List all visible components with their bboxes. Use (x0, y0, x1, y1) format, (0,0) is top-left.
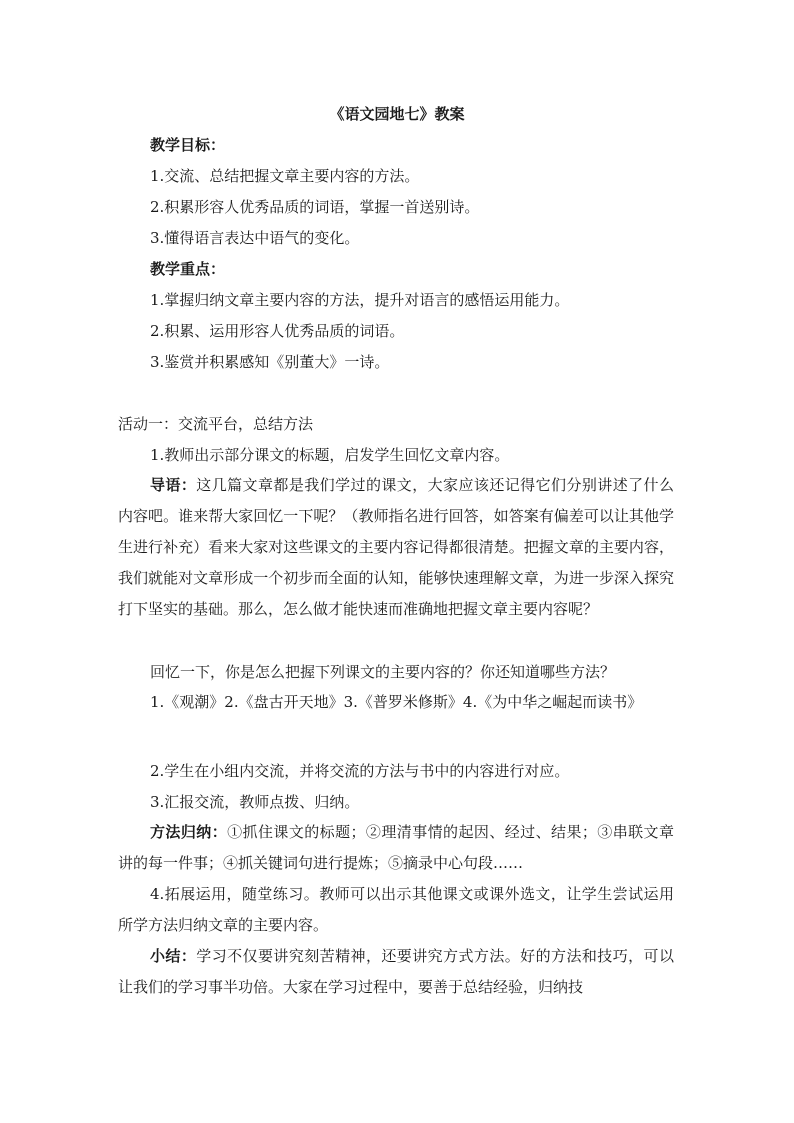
activity1-heading: 活动一：交流平台，总结方法 (118, 415, 314, 433)
activity1-step4: 4.拓展运用，随堂练习。教师可以出示其他课文或课外选文，让学生尝试运用所学方法归纳文章的主要内容。 (118, 885, 674, 934)
activity1-question: 回忆一下，你是怎么把握下列课文的主要内容的？你还知道哪些方法？ (150, 663, 616, 681)
intro-text: 这几篇文章都是我们学过的课文，大家应该还记得它们分别讲述了什么内容吧。谁来帮大家回忆一下呢？（教师指名进行回答，如答案有偏差可以让其他学生进行补充）看来大家对这些课文的主要内容记得都很清楚。把握文章的主要内容，我们就能对文章形成一个初步而全面的认知，能够快速理解文章，为进一步深入探究打下坚实的基础。那么，怎么做才能快速而准确地把握文章主要内容呢？ (118, 476, 674, 618)
method-summary (118, 817, 674, 879)
objectives-heading (150, 134, 225, 155)
objective-item: 2.积累形容人优秀品质的词语，掌握一首送别诗。 (150, 198, 480, 216)
intro-label: 导语： (150, 476, 197, 494)
key-point-item: 1.掌握归纳文章主要内容的方法，提升对语言的感悟运用能力。 (150, 291, 570, 309)
activity1-intro (118, 470, 674, 625)
key-points-heading-text: 教学重点： (150, 260, 226, 278)
key-point-item: 3.鉴赏并积累感知《别董大》一诗。 (150, 353, 390, 371)
activity1-texts: 1.《观潮》2.《盘古开天地》3.《普罗米修斯》4.《为中华之崛起而读书》 (150, 693, 643, 711)
method-text: ①抓住课文的标题；②理清事情的起因、经过、结果；③串联文章讲的每一件事；④抓关键词句进行提炼；⑤摘录中心句段…… (118, 823, 674, 872)
document-title: 《语文园地七》教案 (329, 105, 465, 123)
activity1-step3: 3.汇报交流，教师点拨、归纳。 (150, 793, 360, 811)
summary-label: 小结： (150, 947, 197, 965)
activity1-step2: 2.学生在小组内交流，并将交流的方法与书中的内容进行对应。 (150, 762, 570, 780)
activity1-step1: 1.教师出示部分课文的标题，启发学生回忆文章内容。 (150, 446, 510, 464)
activity1-summary (118, 941, 674, 1003)
key-points-heading (150, 258, 225, 279)
objectives-heading-text: 教学目标： (150, 136, 226, 154)
objective-item: 1.交流、总结把握文章主要内容的方法。 (150, 167, 420, 185)
key-point-item: 2.积累、运用形容人优秀品质的词语。 (150, 322, 405, 340)
objective-item: 3.懂得语言表达中语气的变化。 (150, 229, 360, 247)
method-label: 方法归纳： (150, 823, 228, 841)
summary-text: 学习不仅要讲究刻苦精神，还要讲究方式方法。好的方法和技巧，可以让我们的学习事半功倍。大家在学习过程中，要善于总结经验，归纳技 (118, 947, 674, 996)
